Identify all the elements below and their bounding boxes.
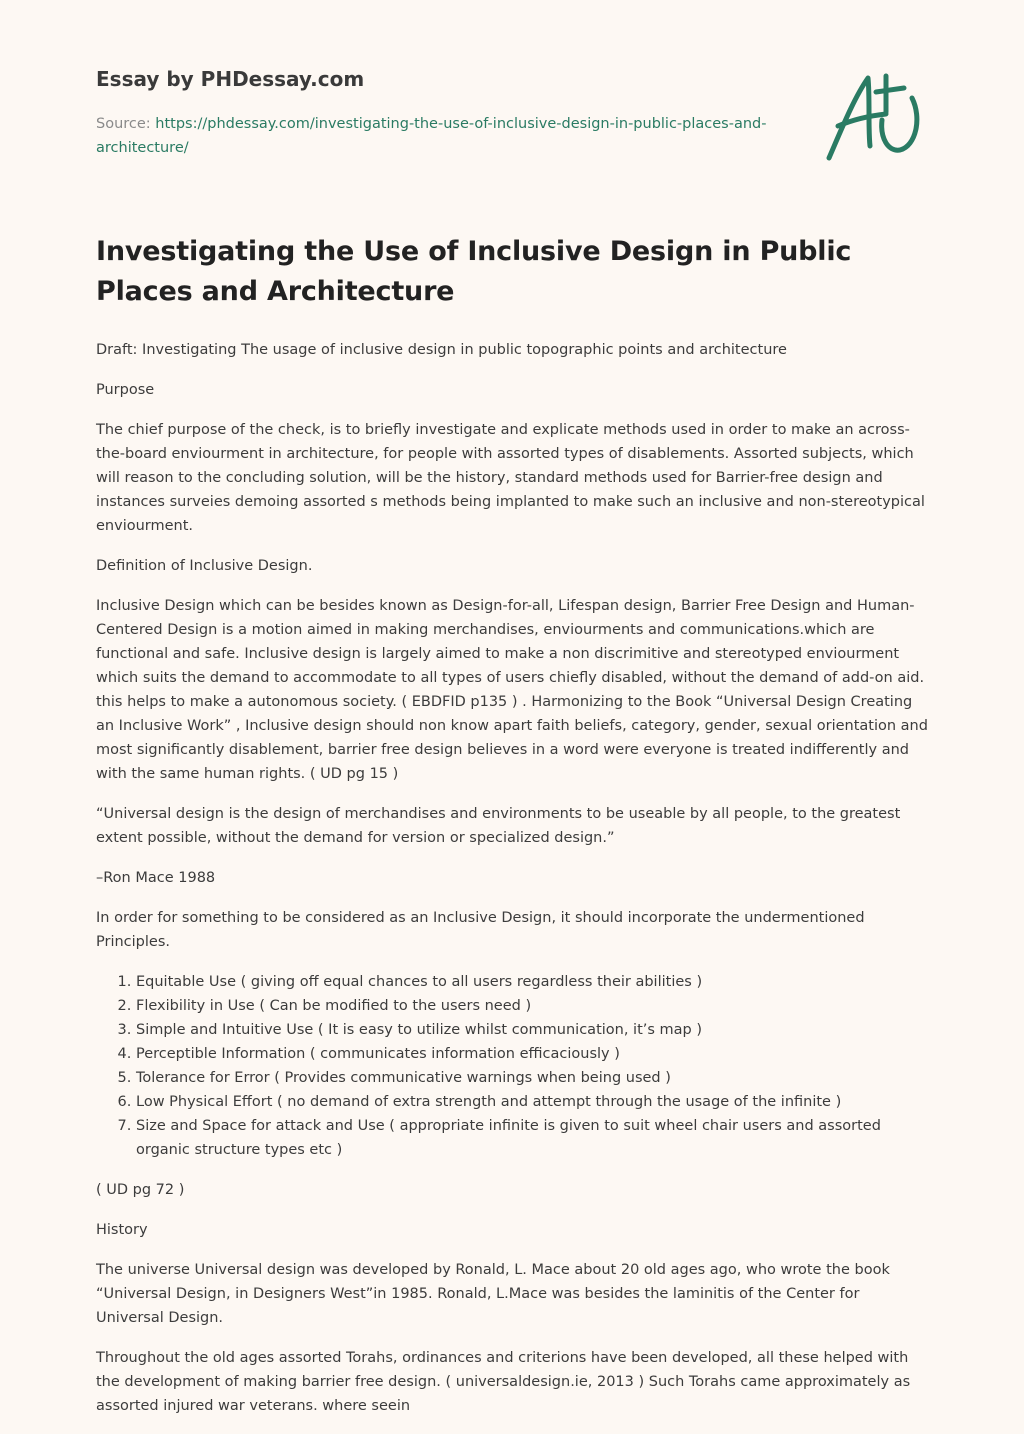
source-line — [96, 112, 776, 160]
paragraph: The universe Universal design was developed by Ronald, L. Mace about 20 old ages ago, who wrote the book “Universal Design, in Designers West”in 1985. Ronald, L.Mace was besides the laminitis of the Center for Universal Design. — [96, 1262, 890, 1326]
site-brand: Essay by PHDessay.com — [96, 67, 365, 91]
section-heading: Purpose — [96, 382, 155, 398]
paragraph: In order for something to be considered as an Inclusive Design, it should incorporate the undermentioned Principles. — [96, 910, 865, 950]
principles-list — [96, 970, 930, 1162]
a-plus-logo-icon — [824, 68, 928, 164]
citation: ( UD pg 72 ) — [96, 1182, 185, 1198]
list-item: 4. Perceptible Information ( communicates information efficaciously ) — [136, 1042, 930, 1066]
list-item: 2. Flexibility in Use ( Can be modified to the users need ) — [136, 994, 930, 1018]
paragraph: The chief purpose of the check, is to briefly investigate and explicate methods used in order to make an across-the-board enviourment in architecture, for people with assorted types of disablements. Assorted subjects, which will reason to the concluding solution, will be the history, standard methods used for Barrier-free design and instances surveies demoing assorted s methods being implanted to make such an inclusive and non-stereotypical enviourment. — [96, 422, 925, 534]
list-item: 7. Size and Space for attack and Use ( appropriate infinite is given to suit wheel chair users and assorted organic structure types etc ) — [136, 1114, 930, 1162]
source-label: Source: — [96, 116, 156, 132]
section-heading: History — [96, 1222, 148, 1238]
paragraph: Throughout the old ages assorted Torahs, ordinances and criterions have been developed, all these helped with the development of making barrier free design. ( universaldesign.ie, 2013 ) Such Torahs came approximately as assorted injured war veterans. where seein — [96, 1350, 911, 1414]
essay-body — [96, 338, 930, 1418]
list-item: 5. Tolerance for Error ( Provides communicative warnings when being used ) — [136, 1066, 930, 1090]
section-heading: Definition of Inclusive Design. — [96, 558, 313, 574]
paragraph: Inclusive Design which can be besides known as Design-for-all, Lifespan design, Barrier Free Design and Human-Centered Design is a motion aimed in making merchandises, enviourments and communications.which are functional and safe. Inclusive design is largely aimed to make a non discrimitive and stereotyped enviourment which suits the demand to accommodate to all types of users chiefly disabled, without the demand of add-on aid. this helps to make a autonomous society. ( EBDFID p135 ) . Harmonizing to the Book “Universal Design Creating an Inclusive Work” , Inclusive design should non know apart faith beliefs, category, gender, sexual orientation and most significantly disablement, barrier free design believes in a word were everyone is treated indifferently and with the same human rights. ( UD pg 15 ) — [96, 598, 928, 782]
document-page — [96, 0, 930, 1434]
quote-attribution: –Ron Mace 1988 — [96, 870, 216, 886]
paragraph: Draft: Investigating The usage of inclusive design in public topographic points and architecture — [96, 342, 787, 358]
list-item: 1. Equitable Use ( giving off equal chances to all users regardless their abilities ) — [136, 970, 930, 994]
list-item: 6. Low Physical Effort ( no demand of extra strength and attempt through the usage of the infinite ) — [136, 1090, 930, 1114]
source-link[interactable]: https://phdessay.com/investigating-the-use-of-inclusive-design-in-public-places-and-architecture/ — [96, 116, 767, 156]
quote: “Universal design is the design of merchandises and environments to be useable by all people, to the greatest extent possible, without the demand for version or specialized design.” — [96, 806, 901, 846]
essay-title: Investigating the Use of Inclusive Design in Public Places and Architecture — [96, 236, 852, 307]
list-item: 3. Simple and Intuitive Use ( It is easy to utilize whilst communication, it’s map ) — [136, 1018, 930, 1042]
